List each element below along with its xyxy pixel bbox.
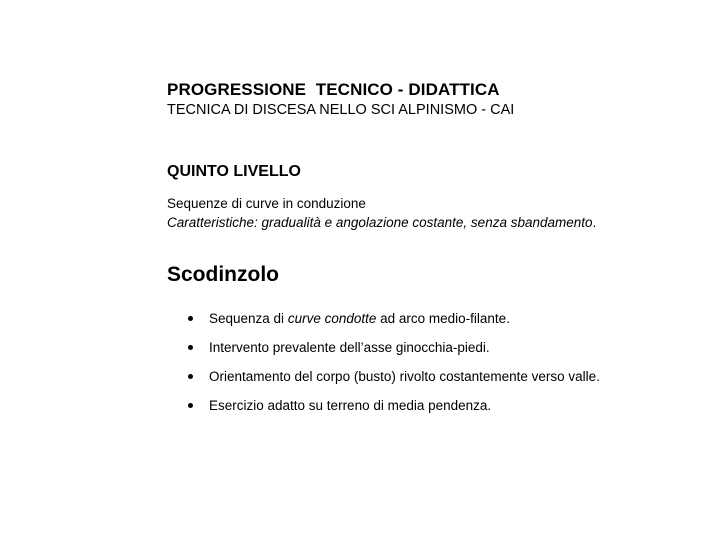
section-heading: Scodinzolo	[167, 263, 279, 286]
bullet-text-before: Esercizio adatto su terreno di media pendenza.	[209, 398, 492, 413]
bullet-text	[209, 310, 510, 328]
bullet-text	[209, 368, 600, 386]
level-features-text: Caratteristiche: gradualità e angolazione costante, senza sbandamento	[167, 215, 593, 230]
bullet-text-before: Orientamento del corpo (busto) rivolto costantemente verso valle.	[209, 369, 600, 384]
bullet-text	[209, 339, 490, 357]
bullet-text-before: Sequenza di	[209, 311, 288, 326]
level-heading: QUINTO LIVELLO	[167, 163, 301, 180]
bullet-icon	[188, 345, 193, 350]
bullet-icon	[188, 316, 193, 321]
document-subtitle: TECNICA DI DISCESA NELLO SCI ALPINISMO - CAI	[167, 102, 515, 118]
bullet-text-before: Intervento prevalente dell’asse ginocchia-piedi.	[209, 340, 490, 355]
bullet-text-emphasis: curve condotte	[287, 311, 377, 326]
bullet-icon	[188, 403, 193, 408]
bullet-icon	[188, 374, 193, 379]
document-title: PROGRESSIONE TECNICO - DIDATTICA	[167, 80, 500, 99]
bullet-text-after: ad arco medio-filante.	[376, 311, 510, 326]
level-features	[167, 214, 596, 232]
bullet-text	[209, 397, 491, 415]
level-description: Sequenze di curve in conduzione	[167, 196, 366, 211]
level-features-tail: .	[592, 215, 597, 230]
